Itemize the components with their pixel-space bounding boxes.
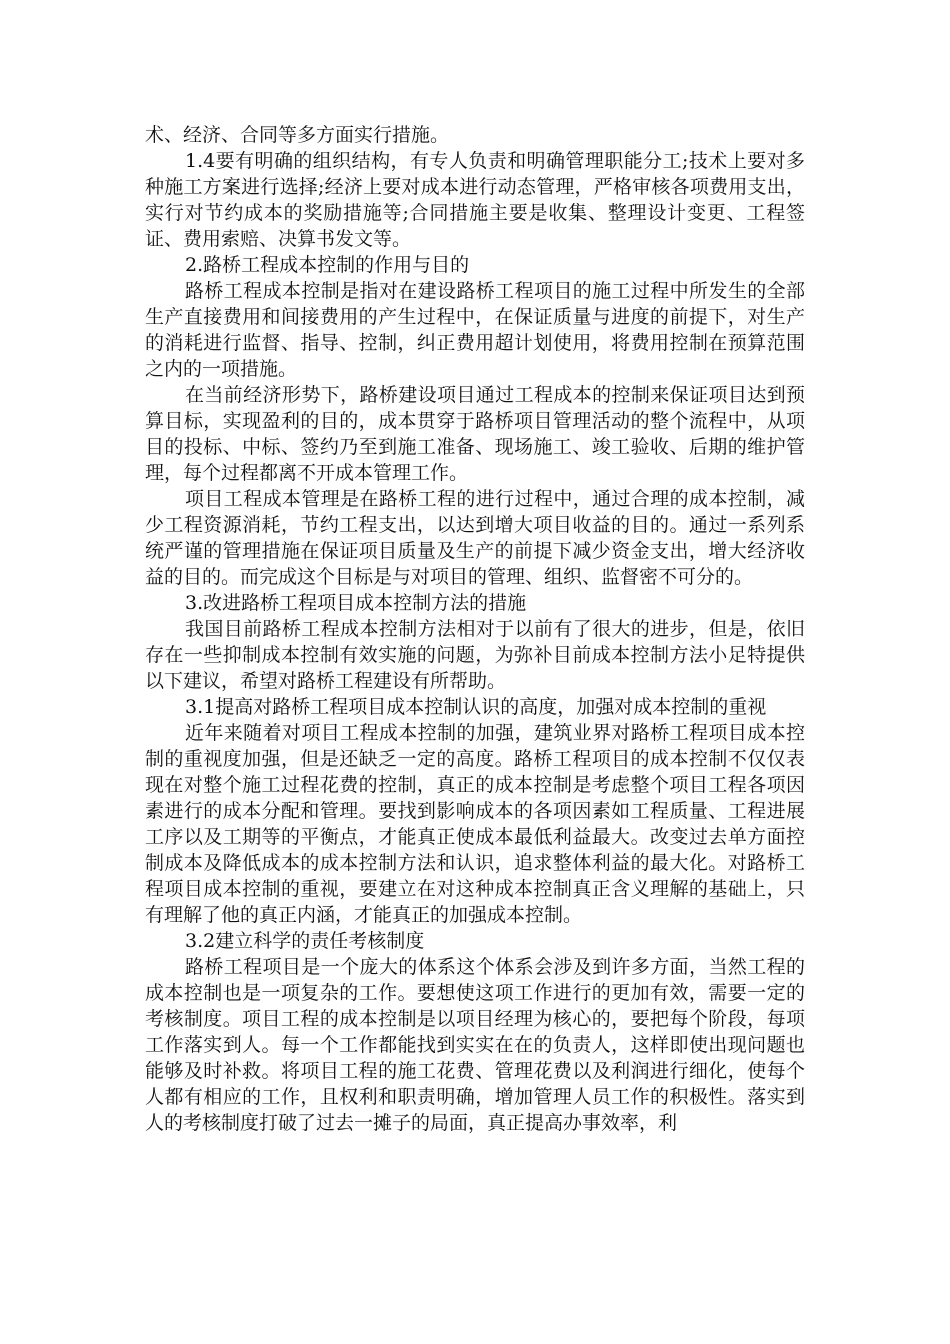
paragraph-recognition: 近年来随着对项目工程成本控制的加强，建筑业界对路桥工程项目成本控制的重视度加强，但是还缺乏一定的高度。路桥工程项目的成本控制不仅仅表现在对整个施工过程花费的控制，真正的成本控制是考虑整个项目工程各项因素进行的成本分配和管理。要找到影响成本的各项因素如工程质量、工程进展工序以及工期等的平衡点，才能真正使成本最低利益最大。改变过去单方面控制成本及降低成本的成本控制方法和认识，追求整体利益的最大化。对路桥工程项目成本控制的重视，要建立在对这种成本控制真正含义理解的基础上，只有理解了他的真正内涵，才能真正的加强成本控制。 <box>145 722 805 926</box>
section-heading-3: 3.改进路桥工程项目成本控制方法的措施 <box>185 592 527 614</box>
section-heading-2: 2.路桥工程成本控制的作用与目的 <box>185 254 470 276</box>
paragraph-responsibility: 路桥工程项目是一个庞大的体系这个体系会涉及到许多方面，当然工程的成本控制也是一项复杂的工作。要想使这项工作进行的更加有效，需要一定的考核制度。项目工程的成本控制是以项目经理为核心的，要把每个阶段，每项工作落实到人。每一个工作都能找到实实在在的负责人，这样即使出现问题也能够及时补救。将项目工程的施工花费、管理花费以及利润进行细化，使每个人都有相应的工作，且权利和职责明确，增加管理人员工作的积极性。落实到人的考核制度打破了过去一摊子的局面，真正提高办事效率，利 <box>145 956 805 1134</box>
paragraph-1-4-measures: 1.4要有明确的组织结构，有专人负责和明确管理职能分工;技术上要对多种施工方案进行选择;经济上要对成本进行动态管理，严格审核各项费用支出，实行对节约成本的奖励措施等;合同措施主要是收集、整理设计变更、工程签证、费用索赔、决算书发文等。 <box>145 150 805 250</box>
document-page <box>145 122 805 1136</box>
section-heading-3-2: 3.2建立科学的责任考核制度 <box>185 930 425 952</box>
paragraph-economic-situation: 在当前经济形势下，路桥建设项目通过工程成本的控制来保证项目达到预算目标，实现盈利的目的，成本贯穿于路桥项目管理活动的整个流程中，从项目的投标、中标、签约乃至到施工准备、现场施工、竣工验收、后期的维护管理，每个过程都离不开成本管理工作。 <box>145 384 805 484</box>
paragraph-continuation: 术、经济、合同等多方面实行措施。 <box>145 124 450 146</box>
paragraph-definition: 路桥工程成本控制是指对在建设路桥工程项目的施工过程中所发生的全部生产直接费用和间接费用的产生过程中，在保证质量与进度的前提下，对生产的消耗进行监督、指导、控制，纠正费用超计划使用，将费用控制在预算范围之内的一项措施。 <box>145 280 805 380</box>
paragraph-cost-management: 项目工程成本管理是在路桥工程的进行过程中，通过合理的成本控制，减少工程资源消耗，节约工程支出，以达到增大项目收益的目的。通过一系列系统严谨的管理措施在保证项目质量及生产的前提下减少资金支出，增大经济收益的目的。而完成这个目标是与对项目的管理、组织、监督密不可分的。 <box>145 488 805 588</box>
paragraph-current-status: 我国目前路桥工程成本控制方法相对于以前有了很大的进步，但是，依旧存在一些抑制成本控制有效实施的问题，为弥补目前成本控制方法小足特提供以下建议，希望对路桥工程建设有所帮助。 <box>145 618 805 692</box>
section-heading-3-1: 3.1提高对路桥工程项目成本控制认识的高度，加强对成本控制的重视 <box>185 696 767 718</box>
